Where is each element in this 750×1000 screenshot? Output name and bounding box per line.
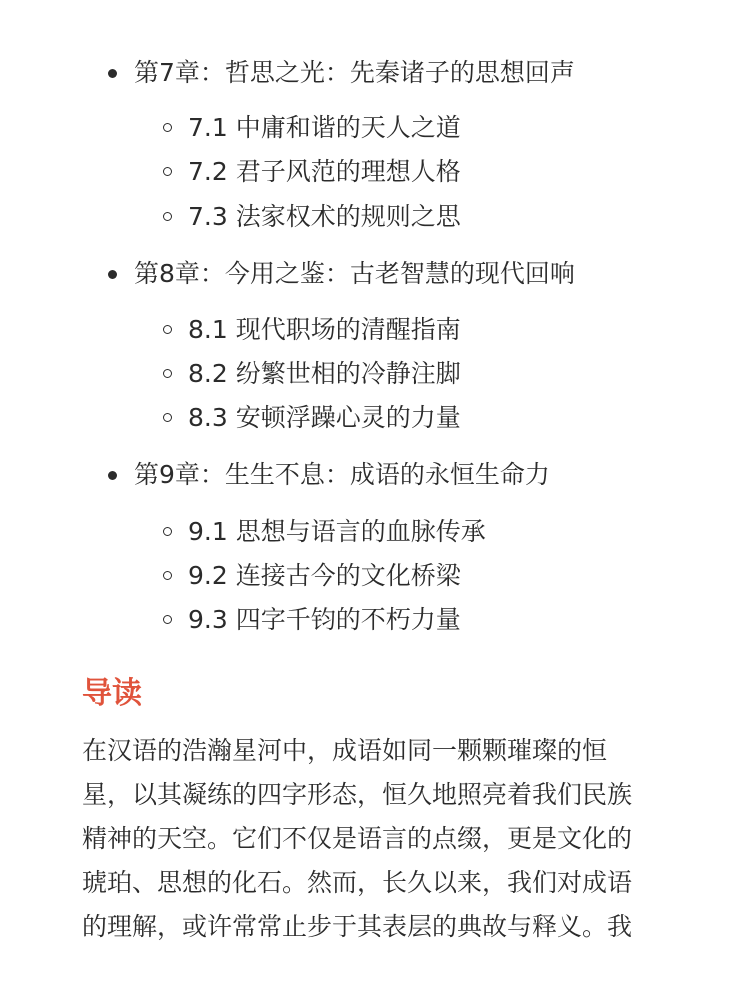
intro-paragraph	[82, 729, 672, 949]
section-item	[188, 559, 461, 593]
section-label: 7.1 中庸和谐的天人之道	[188, 113, 461, 142]
paragraph-line: 星，以其凝练的四字形态，恒久地照亮着我们民族	[82, 780, 633, 809]
section-item	[188, 401, 461, 435]
section-item	[188, 313, 461, 347]
chapter-label: 第7章：哲思之光：先秦诸子的思想回声	[134, 58, 575, 87]
paragraph-line: 琥珀、思想的化石。然而，长久以来，我们对成语	[82, 868, 633, 897]
bullet-disc-icon	[108, 471, 117, 480]
section-label: 9.2 连接古今的文化桥梁	[188, 561, 461, 590]
bullet-circle-icon	[163, 167, 172, 176]
bullet-circle-icon	[163, 325, 172, 334]
paragraph-line: 的理解，或许常常止步于其表层的典故与释义。我	[82, 912, 633, 941]
section-item	[188, 515, 486, 549]
section-label: 9.3 四字千钧的不朽力量	[188, 605, 461, 634]
section-label: 7.2 君子风范的理想人格	[188, 157, 461, 186]
section-label: 8.1 现代职场的清醒指南	[188, 315, 461, 344]
bullet-circle-icon	[163, 527, 172, 536]
bullet-disc-icon	[108, 270, 117, 279]
bullet-disc-icon	[108, 69, 117, 78]
chapter-item	[134, 56, 575, 90]
section-label: 9.1 思想与语言的血脉传承	[188, 517, 486, 546]
intro-heading: 导读	[82, 676, 142, 711]
bullet-circle-icon	[163, 212, 172, 221]
paragraph-line: 精神的天空。它们不仅是语言的点缀，更是文化的	[82, 824, 633, 853]
bullet-circle-icon	[163, 413, 172, 422]
section-item	[188, 155, 461, 189]
section-label: 8.3 安顿浮躁心灵的力量	[188, 403, 461, 432]
bullet-circle-icon	[163, 571, 172, 580]
chapter-item	[134, 257, 575, 291]
bullet-circle-icon	[163, 369, 172, 378]
section-item	[188, 357, 461, 391]
bullet-circle-icon	[163, 123, 172, 132]
chapter-label: 第8章：今用之鉴：古老智慧的现代回响	[134, 259, 575, 288]
section-item	[188, 200, 461, 234]
section-item	[188, 603, 461, 637]
chapter-item	[134, 458, 550, 492]
section-label: 7.3 法家权术的规则之思	[188, 202, 461, 231]
bullet-circle-icon	[163, 615, 172, 624]
section-label: 8.2 纷繁世相的冷静注脚	[188, 359, 461, 388]
chapter-label: 第9章：生生不息：成语的永恒生命力	[134, 460, 550, 489]
paragraph-line: 在汉语的浩瀚星河中，成语如同一颗颗璀璨的恒	[82, 736, 608, 765]
section-item	[188, 111, 461, 145]
